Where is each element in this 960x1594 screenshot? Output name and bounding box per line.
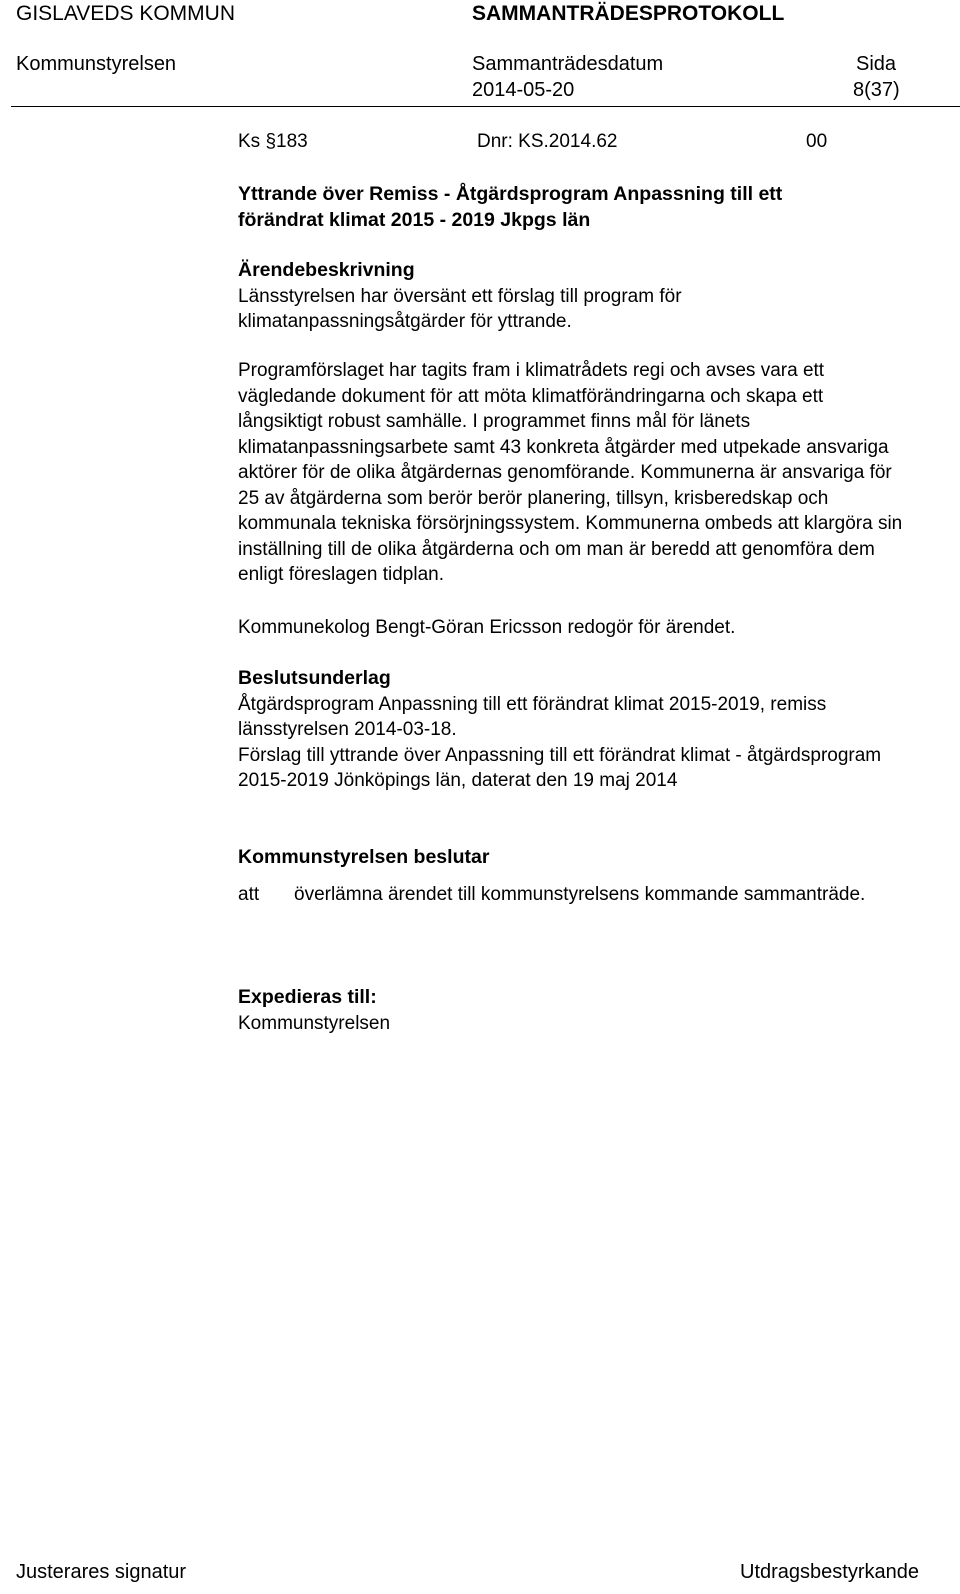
beslut-heading: Kommunstyrelsen beslutar: [238, 846, 490, 868]
beslutsunderlag-line: länsstyrelsen 2014-03-18.: [238, 719, 457, 740]
paragraph-line: aktörer för de olika åtgärdernas genomförande. Kommunerna är ansvariga för: [238, 462, 892, 483]
footer-utdragsbestyrkande: Utdragsbestyrkande: [740, 1561, 919, 1583]
case-section: [238, 131, 308, 153]
expedieras-section: [238, 985, 948, 1036]
expedieras-heading: Expedieras till:: [238, 986, 377, 1008]
meeting-date-label: Sammanträdesdatum: [472, 53, 664, 75]
beslut-att: att: [238, 884, 260, 905]
arendebeskrivning-heading: Ärendebeskrivning: [238, 259, 415, 281]
kommunekolog-statement: Kommunekolog Bengt-Göran Ericsson redogör för ärendet.: [238, 617, 736, 638]
paragraph-line: inställning till de olika åtgärderna och om man är beredd att genomföra dem: [238, 538, 875, 560]
case-code: 00: [806, 131, 828, 152]
header-divider: [11, 106, 960, 107]
paragraph-line: kommunala tekniska försörjningssystem. Kommunerna ombeds att klargöra sin: [238, 513, 903, 534]
document-type: SAMMANTRÄDESPROTOKOLL: [472, 2, 785, 25]
paragraph-line: långsiktigt robust samhälle. I programmet finns mål för länets: [238, 411, 751, 432]
arendebeskrivning-section: [238, 258, 948, 335]
arendebeskrivning-line: klimatanpassningsåtgärder för yttrande.: [238, 311, 572, 332]
arendebeskrivning-line: Länsstyrelsen har översänt ett förslag till program för: [238, 285, 682, 307]
organization-name: GISLAVEDS KOMMUN: [16, 2, 235, 25]
case-title: Yttrande över Remiss - Åtgärdsprogram Anpassning till ett förändrat klimat 2015 - 2019 Jkpgs län: [238, 183, 783, 231]
paragraph-line: vägledande dokument för att möta klimatförändringarna och skapa ett: [238, 385, 824, 407]
expedieras-recipient: Kommunstyrelsen: [238, 1012, 391, 1034]
footer-justerares-signatur: Justerares signatur: [16, 1561, 187, 1583]
body-label: Kommunstyrelsen: [16, 53, 177, 75]
program-paragraph: [238, 358, 948, 588]
paragraph-line: 25 av åtgärderna som berör berör planering, tillsyn, krisberedskap och: [238, 487, 829, 509]
beslutsunderlag-heading: Beslutsunderlag: [238, 667, 391, 689]
beslutsunderlag-line: Förslag till yttrande över Anpassning till ett förändrat klimat - åtgärdsprogram: [238, 744, 882, 766]
beslutsunderlag-line: 2015-2019 Jönköpings län, daterat den 19 maj 2014: [238, 770, 678, 791]
page-label: Sida: [856, 53, 897, 75]
paragraph-line: Programförslaget har tagits fram i klimatrådets regi och avses vara ett: [238, 360, 825, 381]
paragraph-line: enligt föreslagen tidplan.: [238, 564, 444, 585]
meeting-date: 2014-05-20: [472, 79, 575, 101]
page-number: 8(37): [853, 79, 900, 101]
paragraph-line: klimatanpassningsarbete samt 43 konkreta åtgärder med utpekade ansvariga: [238, 436, 889, 458]
beslut-text: överlämna ärendet till kommunstyrelsens kommande sammanträde.: [294, 884, 866, 905]
section-sign: §: [265, 131, 277, 152]
beslutsunderlag-line: Åtgärdsprogram Anpassning till ett förändrat klimat 2015-2019, remiss: [238, 693, 827, 715]
beslutsunderlag-section: [238, 666, 948, 794]
diary-number: Dnr: KS.2014.62: [477, 131, 618, 152]
ks-prefix: Ks: [238, 131, 261, 152]
ks-number: 183: [276, 131, 308, 152]
